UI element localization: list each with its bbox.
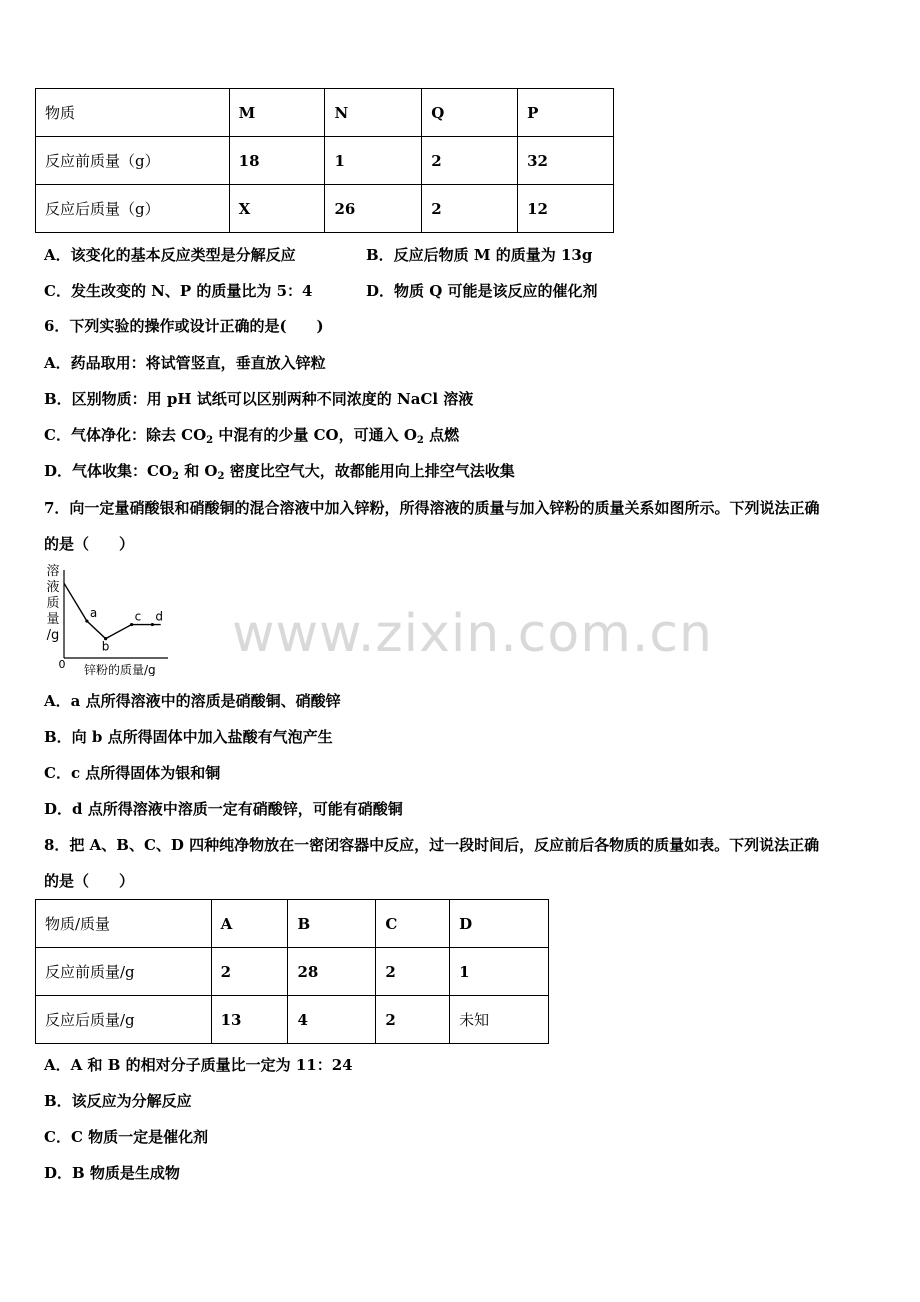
y-axis-label-char: 质 [46, 596, 60, 611]
table-row [36, 137, 614, 185]
data-label: a [89, 606, 98, 621]
table-cell: 反应后质量/g [36, 996, 212, 1044]
table-reaction-mass-2 [35, 899, 549, 1044]
q6-d-part: 密度比空气大，故都能用向上排空气法收集 [224, 462, 515, 480]
q8-stem-line1: 8．把 A、B、C、D 四种纯净物放在一密闭容器中反应，过一段时间后，反应前后各物质的质量如表。下列说法正确 [44, 836, 820, 854]
q8-option-b: B．该反应为分解反应 [44, 1092, 192, 1110]
table-cell: 反应后质量（g） [36, 185, 230, 233]
q8-stem-line2: 的是（ ） [44, 872, 135, 890]
data-label: c [134, 609, 142, 624]
table-cell: 物质/质量 [36, 900, 212, 948]
table-cell: P [518, 89, 614, 137]
table-row [36, 948, 549, 996]
series-line [64, 583, 164, 638]
y-axis-label-char: /g [46, 628, 60, 643]
table-cell: 1 [325, 137, 422, 185]
table-cell: 32 [518, 137, 614, 185]
x-axis-label: 锌粉的质量/g [84, 663, 156, 676]
subscript: 2 [217, 471, 225, 482]
chart-axes [46, 563, 168, 676]
table-cell: 2 [422, 137, 518, 185]
data-point [130, 623, 133, 626]
table-cell: 18 [229, 137, 325, 185]
table-cell: 2 [376, 996, 450, 1044]
table-cell: N [325, 89, 422, 137]
q5-option-b: B．反应后物质 M 的质量为 13g [366, 246, 593, 264]
q7-option-c: C．c 点所得固体为银和铜 [44, 764, 221, 782]
q7-stem-line1: 7．向一定量硝酸银和硝酸铜的混合溶液中加入锌粉，所得溶液的质量与加入锌粉的质量关系如图所示。下列说法正确 [44, 499, 820, 517]
table-reaction-mass-1 [35, 88, 614, 233]
table-cell: D [450, 900, 549, 948]
origin-label: 0 [58, 658, 66, 671]
q5-option-c: C．发生改变的 N、P 的质量比为 5：4 [44, 282, 313, 300]
q6-d-part: 和 O [178, 462, 218, 480]
q6-option-b: B．区别物质：用 pH 试纸可以区别两种不同浓度的 NaCl 溶液 [44, 390, 474, 408]
q7-stem-line2: 的是（ ） [44, 535, 135, 553]
data-label: d [155, 609, 164, 624]
q5-option-a: A．该变化的基本反应类型是分解反应 [44, 246, 296, 264]
table-cell: 反应前质量（g） [36, 137, 230, 185]
table-cell: 28 [288, 948, 376, 996]
table-row [36, 996, 549, 1044]
q7-chart [40, 562, 180, 676]
q6-option-a: A．药品取用：将试管竖直，垂直放入锌粒 [44, 354, 326, 372]
q7-option-a: A．a 点所得溶液中的溶质是硝酸铜、硝酸锌 [44, 692, 341, 710]
q6-stem: 6．下列实验的操作或设计正确的是( ) [44, 317, 324, 335]
q5-option-d: D．物质 Q 可能是该反应的催化剂 [366, 282, 598, 300]
q6-d-part: D．气体收集：CO [44, 462, 173, 480]
q8-option-d: D．B 物质是生成物 [44, 1164, 180, 1182]
data-point [151, 623, 154, 626]
subscript: 2 [416, 435, 424, 446]
subscript: 2 [206, 435, 214, 446]
table-cell: 26 [325, 185, 422, 233]
q6-c-part: 中混有的少量 CO，可通入 O [213, 426, 417, 444]
subscript: 2 [172, 471, 179, 482]
table-cell: A [211, 900, 288, 948]
table-cell: C [376, 900, 450, 948]
y-axis-label-char: 液 [46, 580, 60, 595]
q6-option-c [44, 425, 459, 451]
q8-option-c: C．C 物质一定是催化剂 [44, 1128, 209, 1146]
table-cell: 反应前质量/g [36, 948, 212, 996]
table-row [36, 89, 614, 137]
table-cell: 12 [518, 185, 614, 233]
q6-c-part: 点燃 [423, 426, 460, 444]
table-cell: Q [422, 89, 518, 137]
q6-option-d [44, 461, 515, 487]
q8-option-a: A．A 和 B 的相对分子质量比一定为 11：24 [44, 1056, 353, 1074]
y-axis-label-char: 溶 [46, 564, 60, 579]
q6-c-part: C．气体净化：除去 CO [44, 426, 207, 444]
table-cell: 1 [450, 948, 549, 996]
q7-option-d: D．d 点所得溶液中溶质一定有硝酸锌，可能有硝酸铜 [44, 800, 403, 818]
table-row [36, 900, 549, 948]
table-cell: M [229, 89, 325, 137]
table-cell: B [288, 900, 376, 948]
q7-option-b: B．向 b 点所得固体中加入盐酸有气泡产生 [44, 728, 333, 746]
table-cell: 物质 [36, 89, 230, 137]
table-cell: 4 [288, 996, 376, 1044]
table-row [36, 185, 614, 233]
table-cell: 2 [422, 185, 518, 233]
table-cell: 2 [376, 948, 450, 996]
table-cell: 未知 [450, 996, 549, 1044]
table-cell: X [229, 185, 325, 233]
y-axis-label-char: 量 [46, 612, 60, 627]
data-label: b [101, 639, 110, 654]
data-point [85, 619, 88, 622]
table-cell: 13 [211, 996, 288, 1044]
chart-marks [64, 583, 163, 653]
watermark: www.zixin.com.cn [232, 604, 713, 664]
table-cell: 2 [211, 948, 288, 996]
